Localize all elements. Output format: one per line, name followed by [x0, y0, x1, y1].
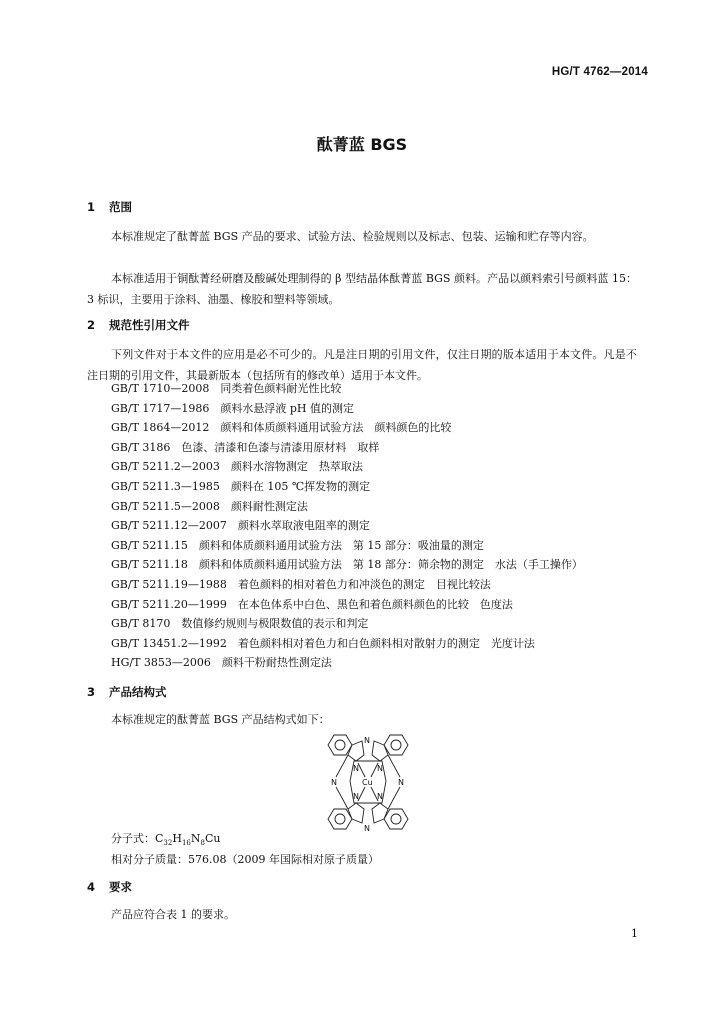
nitrogen-atom-label: N	[398, 778, 404, 787]
formula-label: 分子式：	[111, 832, 155, 845]
formula-subscript: 16	[181, 839, 191, 848]
section-number: 4	[87, 880, 96, 894]
section-number: 2	[87, 318, 96, 332]
section-2-intro: 下列文件对于本文件的应用是必不可少的。凡是注日期的引用文件，仅注日期的版本适用于本文件。凡是不注日期的引用文件，其最新版本（包括所有的修改单）适用于本文件。	[87, 348, 637, 382]
section-1-paragraph-2: 本标准适用于铜酞菁经研磨及酸碱处理制得的 β 型结晶体酞菁蓝 BGS 颜料。产品以颜料索引号颜料蓝 15：3 标识，主要用于涂料、油墨、橡胶和塑料等领域。	[87, 272, 637, 306]
reference-item: GB/T 3186 色漆、清漆和色漆与清漆用原材料 取样	[111, 440, 380, 454]
nitrogen-atom-label: N	[353, 764, 359, 773]
formula-element: H	[172, 832, 182, 845]
reference-item: GB/T 5211.20—1999 在本色体系中白色、黑色和着色颜料颜色的比较 色度法	[111, 597, 513, 611]
nitrogen-atom-label: N	[377, 792, 383, 801]
reference-item: GB/T 5211.3—1985 颜料在 105 ℃挥发物的测定	[111, 479, 371, 493]
page-number: 1	[631, 927, 638, 940]
reference-list	[111, 379, 583, 673]
reference-item: GB/T 5211.5—2008 颜料耐性测定法	[111, 499, 308, 513]
section-title: 规范性引用文件	[109, 318, 190, 332]
relative-molecular-mass: 相对分子质量：576.08（2009 年国际相对原子质量）	[111, 853, 379, 866]
formula-element: C	[155, 832, 164, 845]
reference-item: HG/T 3853—2006 颜料干粉耐热性测定法	[111, 656, 332, 670]
nitrogen-atom-label: N	[331, 778, 337, 787]
section-title: 要求	[109, 880, 132, 894]
reference-item: GB/T 5211.19—1988 着色颜料的相对着色力和冲淡色的测定 目视比较法	[111, 577, 491, 591]
formula-subscript: 32	[163, 839, 173, 848]
section-4-heading	[87, 879, 132, 895]
nitrogen-atom-label: N	[377, 764, 383, 773]
reference-item: GB/T 5211.15 颜料和体质颜料通用试验方法 第 15 部分：吸油量的测定	[111, 538, 484, 552]
nitrogen-atom-label: N	[353, 792, 359, 801]
section-number: 1	[87, 200, 96, 214]
section-3-intro: 本标准规定的酞菁蓝 BGS 产品结构式如下：	[111, 713, 330, 726]
reference-item: GB/T 13451.2—1992 着色颜料相对着色力和白色颜料相对散射力的测定 光度计法	[111, 636, 535, 650]
section-title: 范围	[109, 200, 132, 214]
standard-code: HG/T 4762—2014	[551, 66, 648, 78]
nitrogen-atom-label: N	[364, 824, 370, 833]
copper-atom-label: Cu	[362, 778, 373, 787]
molecular-formula	[111, 830, 220, 847]
reference-item: GB/T 5211.12—2007 颜料水萃取液电阻率的测定	[111, 519, 370, 533]
reference-item: GB/T 1717—1986 颜料水悬浮液 pH 值的测定	[111, 401, 355, 415]
reference-item: GB/T 8170 数值修约规则与极限数值的表示和判定	[111, 617, 369, 631]
reference-item: GB/T 1864—2012 颜料和体质颜料通用试验方法 颜料颜色的比较	[111, 421, 452, 435]
section-number: 3	[87, 685, 96, 699]
document-title: 酞菁蓝 BGS	[316, 135, 408, 154]
nitrogen-atom-label: N	[364, 736, 370, 745]
formula-element: N	[190, 832, 201, 845]
reference-item: GB/T 1710—2008 同类着色颜料耐光性比较	[111, 382, 342, 395]
formula-element: Cu	[204, 832, 221, 845]
section-title: 产品结构式	[109, 685, 167, 699]
reference-item: GB/T 5211.18 颜料和体质颜料通用试验方法 第 18 部分：筛余物的测定 水法（手工操作）	[111, 558, 583, 572]
section-2-heading	[87, 317, 190, 333]
formula-subscript: 8	[200, 839, 205, 848]
phthalocyanine-structure-diagram	[312, 731, 424, 835]
section-1-heading	[87, 199, 132, 215]
section-3-heading	[87, 684, 167, 700]
reference-item: GB/T 5211.2—2003 颜料水溶物测定 热萃取法	[111, 460, 363, 474]
section-4-text: 产品应符合表 1 的要求。	[111, 908, 235, 921]
section-1-paragraph-1: 本标准规定了酞菁蓝 BGS 产品的要求、试验方法、检验规则以及标志、包装、运输和贮存等内容。	[111, 230, 594, 243]
